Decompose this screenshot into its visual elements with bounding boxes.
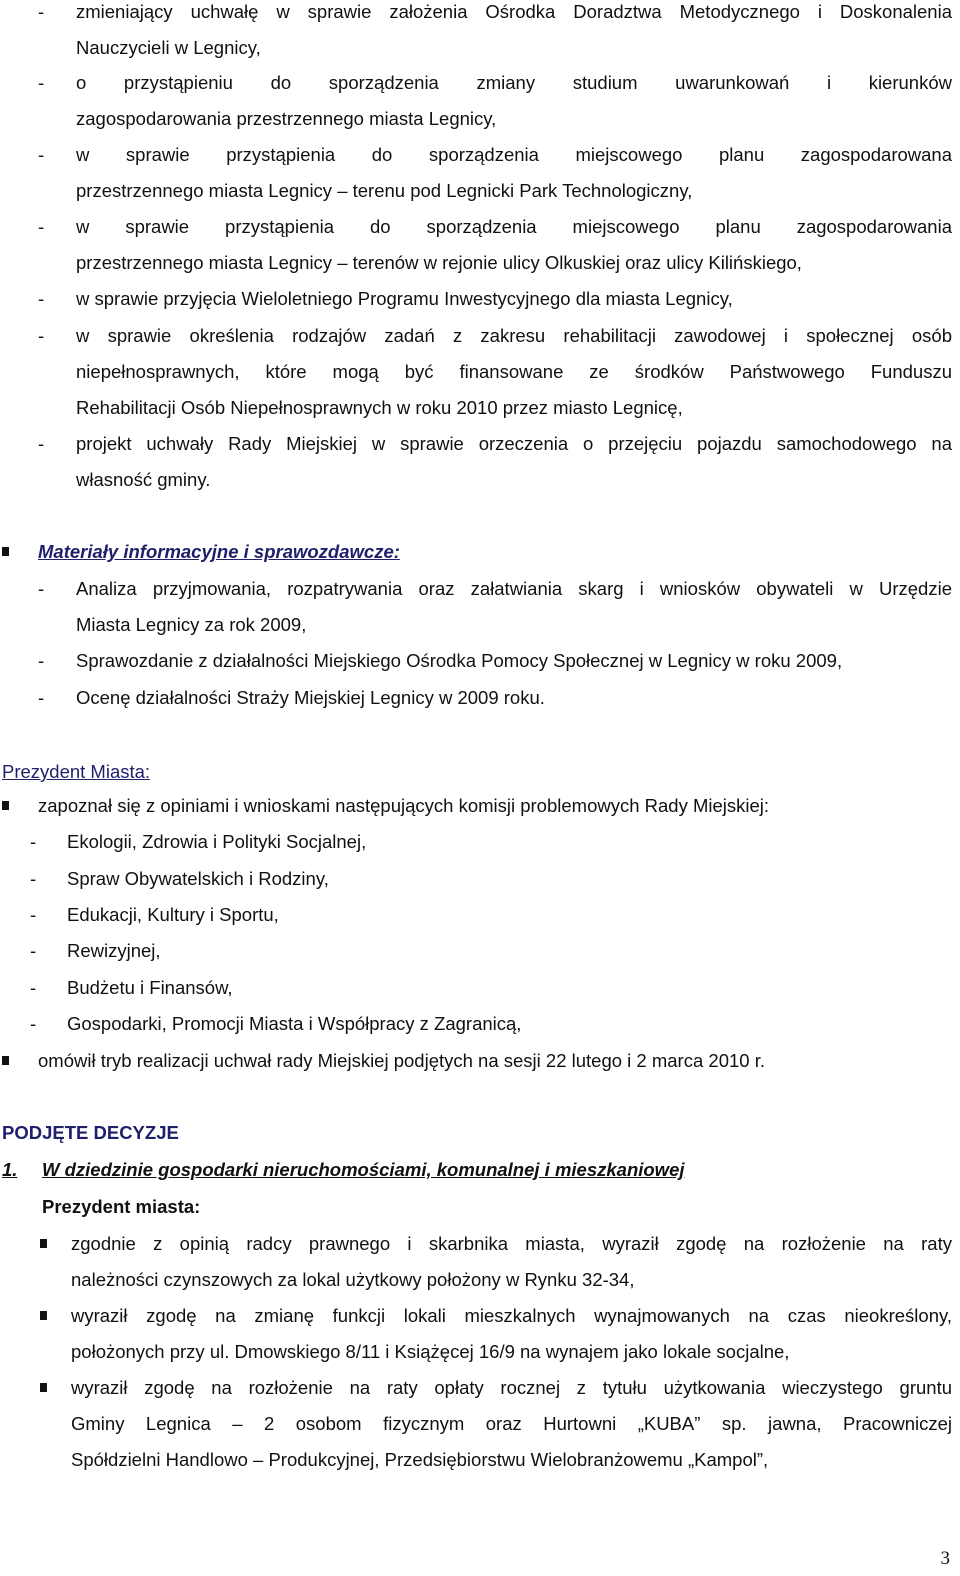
- list-item: [30, 933, 161, 969]
- list-item-line: w sprawie przystąpienia do sporządzenia miejscowego planu zagospodarowania: [76, 216, 952, 237]
- section-number: 1.: [2, 1159, 18, 1180]
- section-title-row: [2, 1152, 685, 1188]
- list-item: [30, 861, 329, 897]
- list-item-line: w sprawie przystąpienia do sporządzenia miejscowego planu zagospodarowana: [76, 144, 952, 165]
- list-item-line: zmieniający uchwałę w sprawie założenia Ośrodka Doradztwa Metodycznego i Doskonalenia: [76, 1, 952, 22]
- list-item-line: niepełnosprawnych, które mogą być finansowane ze środków Państwowego Funduszu: [76, 361, 952, 382]
- list-item: [38, 0, 952, 66]
- square-bullet-icon: [40, 1383, 47, 1392]
- dash-marker: -: [30, 831, 37, 852]
- committee-name: Gospodarki, Promocji Miasta i Współpracy z Zagranicą,: [67, 1013, 522, 1034]
- dash-marker: -: [38, 325, 45, 346]
- list-item-line: zgodnie z opinią radcy prawnego i skarbnika miasta, wyraził zgodę na rozłożenie na raty: [71, 1233, 952, 1254]
- list-item: [30, 897, 279, 933]
- list-item-line: wyraził zgodę na rozłożenie na raty opłaty rocznej z tytułu użytkowania wieczystego gruntu: [71, 1377, 952, 1398]
- list-item: [38, 680, 952, 716]
- list-item: [38, 318, 952, 426]
- page-number: 3: [940, 1548, 950, 1569]
- dash-marker: -: [38, 288, 45, 309]
- list-item-line: Gminy Legnica – 2 osobom fizycznym oraz Hurtowni „KUBA” sp. jawna, Pracowniczej: [71, 1413, 952, 1434]
- list-item-line: Analiza przyjmowania, rozpatrywania oraz załatwiania skarg i wniosków obywateli w Urzędzie: [76, 578, 952, 599]
- bullet-text: omówił tryb realizacji uchwał rady Miejskiej podjętych na sesji 22 lutego i 2 marca 2010 r.: [38, 1050, 765, 1071]
- list-item: [30, 970, 233, 1006]
- list-item: [30, 824, 366, 860]
- square-bullet-icon: [2, 801, 9, 810]
- list-item: [38, 209, 952, 281]
- list-item-line: projekt uchwały Rady Miejskiej w sprawie orzeczenia o przejęciu pojazdu samochodowego na: [76, 433, 952, 454]
- dash-marker: -: [38, 578, 45, 599]
- list-item-line: przestrzennego miasta Legnicy – terenów w rejonie ulicy Olkuskiej oraz ulicy Kilińskiego,: [76, 252, 802, 273]
- list-item-line: własność gminy.: [76, 469, 211, 490]
- square-bullet-icon: [40, 1239, 47, 1248]
- list-item: [40, 1298, 952, 1370]
- dash-marker: -: [30, 940, 37, 961]
- square-bullet-icon: [2, 547, 9, 556]
- decisions-heading: PODJĘTE DECYZJE: [2, 1122, 179, 1143]
- committee-name: Edukacji, Kultury i Sportu,: [67, 904, 279, 925]
- list-item: [40, 1370, 952, 1478]
- dash-marker: -: [30, 1013, 37, 1034]
- list-item: [38, 426, 952, 498]
- committee-name: Ekologii, Zdrowia i Polityki Socjalnej,: [67, 831, 367, 852]
- list-item: [38, 571, 952, 643]
- president-heading: Prezydent Miasta:: [2, 761, 151, 782]
- list-item: [38, 137, 952, 209]
- list-item-line: wyraził zgodę na zmianę funkcji lokali mieszkalnych wynajmowanych na czas nieokreślony,: [71, 1305, 952, 1326]
- list-item: [40, 1226, 952, 1298]
- list-item-line: przestrzennego miasta Legnicy – terenu pod Legnicki Park Technologiczny,: [76, 180, 693, 201]
- list-item: [30, 1006, 521, 1042]
- dash-marker: -: [38, 1, 45, 22]
- list-item-line: Rehabilitacji Osób Niepełnosprawnych w roku 2010 przez miasto Legnicę,: [76, 397, 683, 418]
- square-bullet-icon: [2, 1056, 9, 1065]
- list-item: [38, 65, 952, 137]
- list-item: [38, 281, 952, 317]
- list-item-line: należności czynszowych za lokal użytkowy położony w Rynku 32-34,: [71, 1269, 635, 1290]
- dash-marker: -: [38, 650, 45, 671]
- dash-marker: -: [38, 72, 45, 93]
- committee-name: Budżetu i Finansów,: [67, 977, 233, 998]
- dash-marker: -: [38, 687, 45, 708]
- list-item-line: w sprawie przyjęcia Wieloletniego Programu Inwestycyjnego dla miasta Legnicy,: [76, 288, 733, 309]
- list-item-line: Miasta Legnicy za rok 2009,: [76, 614, 307, 635]
- list-item: [38, 643, 952, 679]
- dash-marker: -: [38, 216, 45, 237]
- dash-marker: -: [38, 433, 45, 454]
- dash-marker: -: [30, 904, 37, 925]
- section-title: W dziedzinie gospodarki nieruchomościami, komunalnej i mieszkaniowej: [42, 1159, 685, 1180]
- list-item-line: Spółdzielni Handlowo – Produkcyjnej, Przedsiębiorstwu Wielobranżowemu „Kampol”,: [71, 1449, 769, 1470]
- committee-name: Spraw Obywatelskich i Rodziny,: [67, 868, 329, 889]
- bullet-text: zapoznał się z opiniami i wnioskami następujących komisji problemowych Rady Miejskiej:: [38, 795, 770, 816]
- committee-name: Rewizyjnej,: [67, 940, 161, 961]
- list-item-line: zagospodarowania przestrzennego miasta Legnicy,: [76, 108, 497, 129]
- dash-marker: -: [38, 144, 45, 165]
- list-item-line: Nauczycieli w Legnicy,: [76, 37, 261, 58]
- list-item-line: Sprawozdanie z działalności Miejskiego Ośrodka Pomocy Społecznej w Legnicy w roku 2009,: [76, 650, 843, 671]
- dash-marker: -: [30, 868, 37, 889]
- list-item-line: Ocenę działalności Straży Miejskiej Legnicy w 2009 roku.: [76, 687, 545, 708]
- square-bullet-icon: [40, 1311, 47, 1320]
- list-item-line: o przystąpieniu do sporządzenia zmiany studium uwarunkowań i kierunków: [76, 72, 952, 93]
- sub-heading: Prezydent miasta:: [42, 1196, 201, 1217]
- materials-heading: Materiały informacyjne i sprawozdawcze:: [38, 541, 400, 562]
- dash-marker: -: [30, 977, 37, 998]
- list-item-line: w sprawie określenia rodzajów zadań z zakresu rehabilitacji zawodowej i społecznej osób: [76, 325, 952, 346]
- list-item-line: położonych przy ul. Dmowskiego 8/11 i Książęcej 16/9 na wynajem jako lokale socjalne,: [71, 1341, 790, 1362]
